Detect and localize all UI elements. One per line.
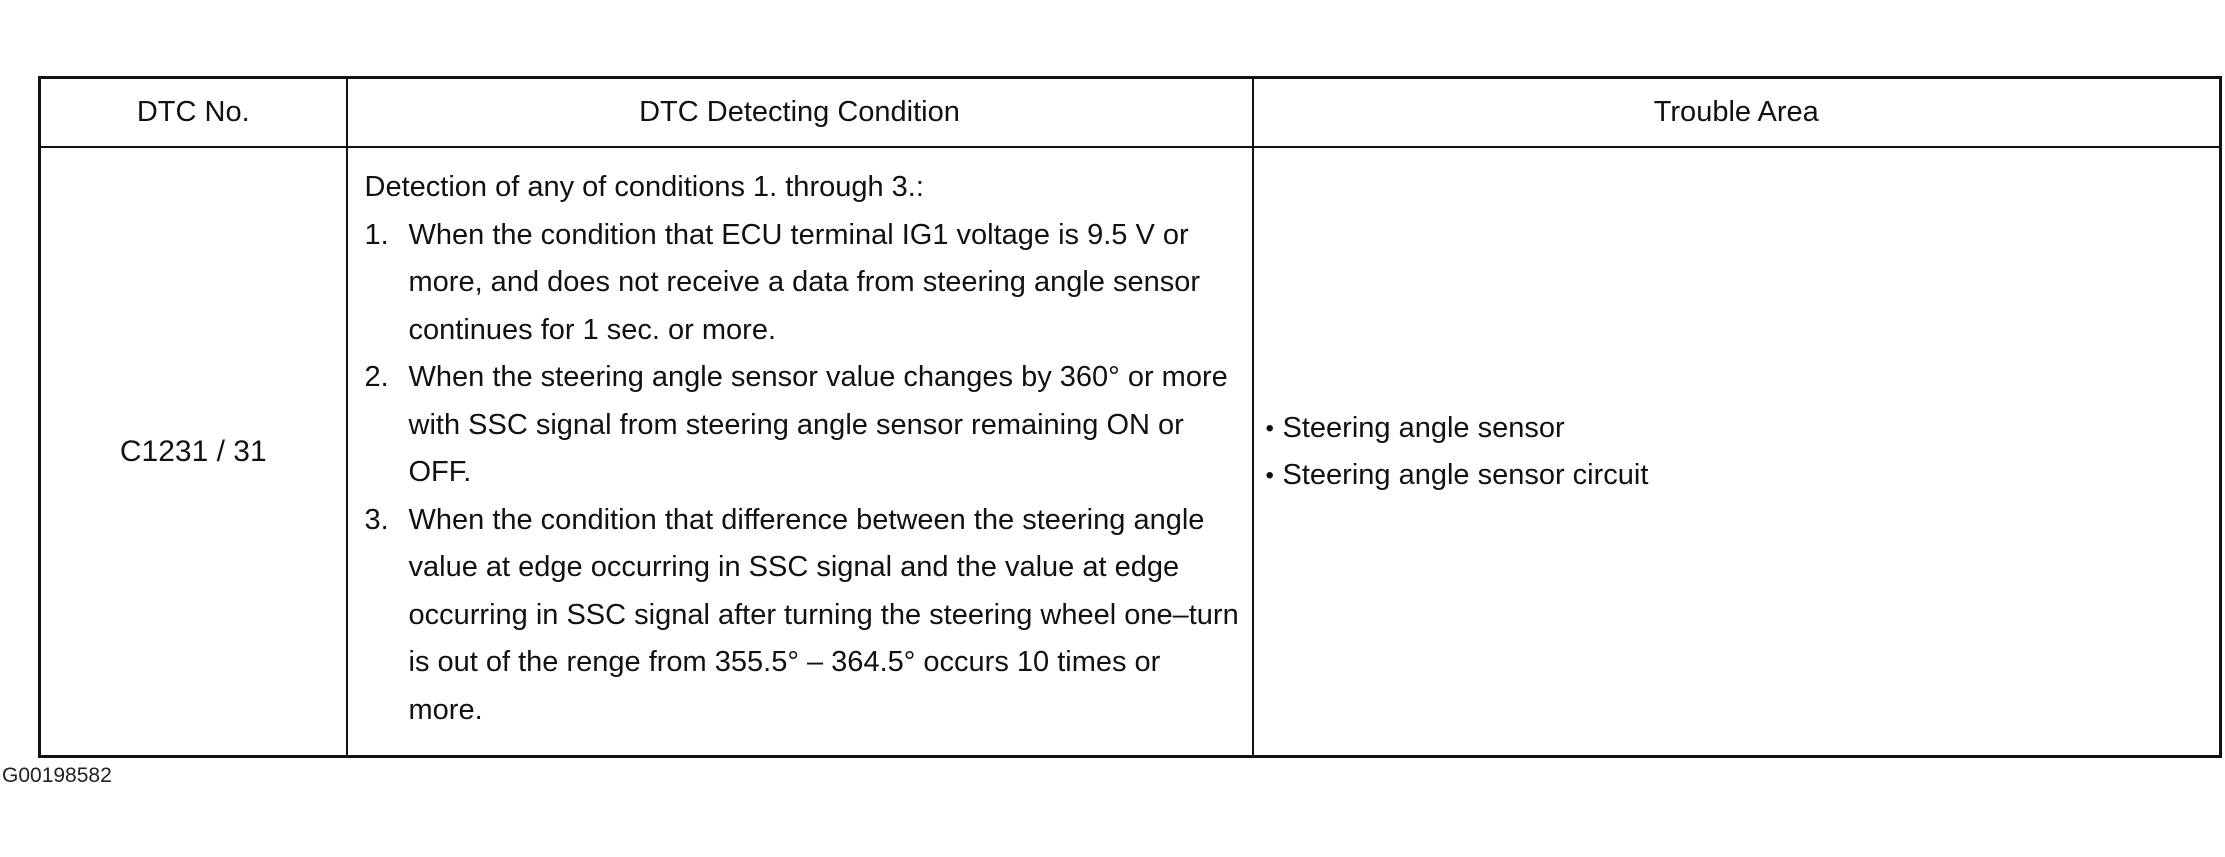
header-trouble-area: Trouble Area <box>1253 78 2221 148</box>
bullet-icon: • <box>1265 461 1274 489</box>
condition-item <box>365 497 1240 735</box>
bullet-icon: • <box>1265 414 1274 442</box>
header-detecting-condition: DTC Detecting Condition <box>347 78 1253 148</box>
dtc-code-cell: C1231 / 31 <box>40 147 347 757</box>
condition-text: When the condition that difference between the steering angle value at edge occurring in SSC signal and the value at edge occurring in SSC signal after turning the steering wheel one–turn is out of the renge from 355.5° – 364.5° occurs 10 times or more. <box>408 503 1239 726</box>
condition-number: 1. <box>364 218 389 251</box>
condition-text: When the steering angle sensor value changes by 360° or more with SSC signal from steering angle sensor remaining ON or OFF. <box>408 361 1228 488</box>
condition-item <box>365 354 1240 497</box>
condition-number: 3. <box>364 503 389 536</box>
condition-text: When the condition that ECU terminal IG1 voltage is 9.5 V or more, and does not receive a data from steering angle sensor continues for 1 sec. or more. <box>408 218 1201 346</box>
trouble-area-cell <box>1253 147 2221 757</box>
condition-intro: Detection of any of conditions 1. through 3.: <box>364 171 924 203</box>
trouble-area-item <box>1266 405 2220 452</box>
figure-id-label: G00198582 <box>2 764 112 787</box>
header-row <box>40 78 2221 148</box>
condition-item <box>365 212 1240 355</box>
trouble-area-text: Steering angle sensor <box>1282 411 1565 444</box>
header-dtc-no: DTC No. <box>40 78 347 148</box>
dtc-table <box>38 76 2222 758</box>
table-row <box>40 147 2221 757</box>
trouble-area-item <box>1266 452 2220 499</box>
condition-list <box>365 212 1240 735</box>
trouble-area-text: Steering angle sensor circuit <box>1282 458 1649 491</box>
trouble-area-list <box>1266 405 2220 499</box>
detecting-condition-cell <box>347 147 1253 757</box>
condition-number: 2. <box>364 361 389 393</box>
